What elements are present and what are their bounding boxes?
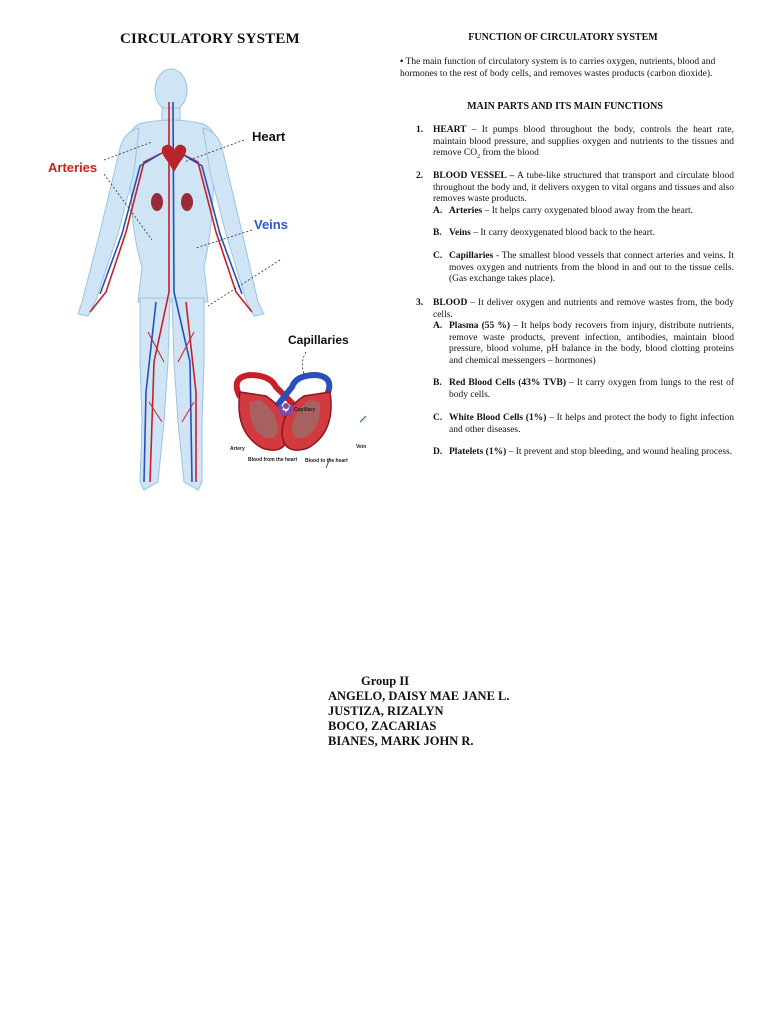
function-text: The main function of circulatory system is to carries oxygen, nutrients, blood and hormones to the rest of body cells, and removes wastes products (carbon dioxide). [400,57,716,79]
capillary-inset [237,375,366,468]
function-heading: FUNCTION OF CIRCULATORY SYSTEM [468,32,658,43]
item-body [433,171,734,206]
label-blood-from-heart: Blood from the heart [248,457,298,463]
group-member: BIANES, MARK JOHN R. [328,734,474,748]
group-credits [328,674,510,749]
item-text: A tube-like structured that transport and circulate blood throughout the body and, it delivers oxygen to vital organs and tissues and also removes waste products. [433,171,734,204]
item-number: 3. [416,298,424,308]
sub-text: - The smallest blood vessels that connect arteries and veins. It moves oxygen and nutrients from the blood in and out to the tissue cells. (Gas exchange takes place). [449,251,734,284]
sub-letter: A. [433,321,443,331]
label-vein: Vein [356,444,367,450]
sub-body [449,206,734,218]
label-artery: Artery [230,446,245,452]
item-term: HEART [433,125,467,135]
sub-term: Veins [449,228,471,238]
sub-term: Capillaries [449,251,494,261]
label-heart: Heart [252,129,286,144]
sub-text: – It carry deoxygenated blood back to the heart. [470,228,655,238]
sub-text: – It helps body recovers from injury, distribute nutrients, remove waste products, prevent infection, antibodies, maintain blood pressure, blood volume, pH balance in the body, blood clotting proteins and chemical messengers – hormones) [449,321,734,366]
group-member: JUSTIZA, RIZALYN [328,704,444,718]
sub-body [449,378,734,401]
circulatory-system-illustration [44,62,370,498]
label-capillary: Capillary [294,407,316,413]
page-title: CIRCULATORY SYSTEM [120,31,300,47]
sub-text: – It helps and protect the body to fight infection and other diseases. [449,413,734,435]
sub-letter: B. [433,378,442,388]
sub-letter: D. [433,447,443,457]
group-member: ANGELO, DAISY MAE JANE L. [328,689,510,703]
group-member: BOCO, ZACARIAS [328,719,437,733]
label-veins: Veins [254,217,288,232]
label-capillaries: Capillaries [288,333,349,347]
bullet: • [400,57,404,67]
sub-term: Plasma (55 %) [449,321,511,331]
group-title: Group II [361,674,410,688]
sub-text: – It prevent and stop bleeding, and wound healing process. [506,447,733,457]
label-arteries: Arteries [48,160,98,175]
sub-text: – It helps carry oxygenated blood away from the heart. [482,206,694,216]
label-blood-to-heart: Blood to the heart [305,458,348,464]
body-diagram [44,62,370,498]
sub-body [449,251,734,286]
sub-letter: A. [433,206,443,216]
list-item-heart [400,125,734,161]
sub-term: Arteries [449,206,483,216]
item-term: BLOOD VESSEL – [433,171,515,181]
sub-body [449,228,734,240]
sub-letter: C. [433,251,443,261]
list-item-blood [400,298,734,478]
item-text-end: from the blood [480,148,539,158]
parts-heading: MAIN PARTS AND ITS MAIN FUNCTIONS [467,101,663,112]
sub-body [449,413,734,436]
list-item-blood-vessel [400,171,734,291]
sub-text: – It carry oxygen from lungs to the rest of body cells. [449,378,734,400]
item-number: 1. [416,125,424,135]
sub-body [449,447,734,459]
sub-body [449,321,734,367]
sub-term: Red Blood Cells (43% TVB) [449,378,566,388]
item-body [433,298,734,321]
sub-term: White Blood Cells (1%) [449,413,547,423]
sub-letter: C. [433,413,443,423]
function-paragraph [400,56,736,80]
item-text: – It pumps blood throughout the body, controls the heart rate, maintain blood pressure, and supplies oxygen and nutrients to the tissues and remove CO [433,125,734,158]
sub-letter: B. [433,228,442,238]
item-subscript: 2 [477,153,481,160]
item-number: 2. [416,171,424,181]
sub-term: Platelets (1%) [449,447,507,457]
item-term: BLOOD [433,298,468,308]
item-body [433,125,734,163]
item-text: – It deliver oxygen and nutrients and remove wastes from, the body cells. [433,298,734,320]
